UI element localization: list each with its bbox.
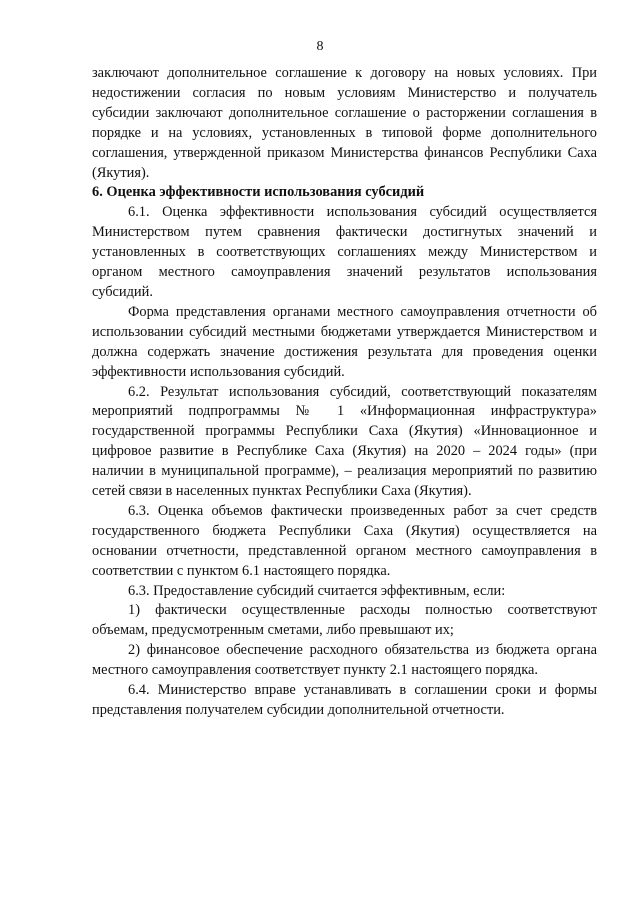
section-title: 6. Оценка эффективности использования субсидий [92,184,425,201]
document-body [92,64,597,721]
list-item-1: 1) фактически осуществленные расходы полностью соответствуют объемам, предусмотренным сметами, либо превышают их; [92,602,597,639]
paragraph-6-4: 6.4. Министерство вправе устанавливать в соглашении сроки и формы представления получателем субсидии дополнительной отчетности. [92,682,597,718]
paragraph-6-3-effectiveness: 6.3. Предоставление субсидий считается эффективным, если: [128,582,506,599]
page-number: 8 [316,39,324,54]
paragraph-report-form: Форма представления органами местного самоуправления отчетности об использовании субсидий местными бюджетами утверждается Министерством и должна содержать значение достижения результата для проведения оценки эффективности использования субсидий. [92,303,597,380]
paragraph-6-3-volume-assessment: 6.3. Оценка объемов фактически произведенных работ за счет средств государственного бюджета Республики Саха (Якутия) осуществляется на основании отчетности, представленной органом местного самоуправления в соответствии с пунктом 6.1 настоящего порядка. [92,502,597,579]
list-item-2: 2) финансовое обеспечение расходного обязательства из бюджета органа местного самоуправления соответствует пункту 2.1 настоящего порядка. [92,642,597,679]
paragraph-6-2: 6.2. Результат использования субсидий, соответствующий показателям мероприятий подпрограммы № 1 «Информационная инфраструктура» государственной программы Республики Саха (Якутия) «Инновационное и цифровое развитие в Республике Саха (Якутия) на 2020 – 2024 годы» (при наличии в муниципальной программе), – реализация мероприятий по развитию сетей связи в населенных пунктах Республики Саха (Якутия). [92,383,597,500]
paragraph-continuation: заключают дополнительное соглашение к договору на новых условиях. При недостижении согласия по новым условиям Министерство и получатель субсидии заключают дополнительное соглашение о расторжении соглашения в порядке и на условиях, установленных в типовой форме дополнительного соглашения, утвержденной приказом Министерства финансов Республики Саха (Якутия). [92,65,597,181]
paragraph-6-1: 6.1. Оценка эффективности использования субсидий осуществляется Министерством путем сравнения фактически достигнутых значений и установленных в соответствующих соглашениях между Министерством и органом местного самоуправления значений результатов использования субсидий. [92,204,597,300]
